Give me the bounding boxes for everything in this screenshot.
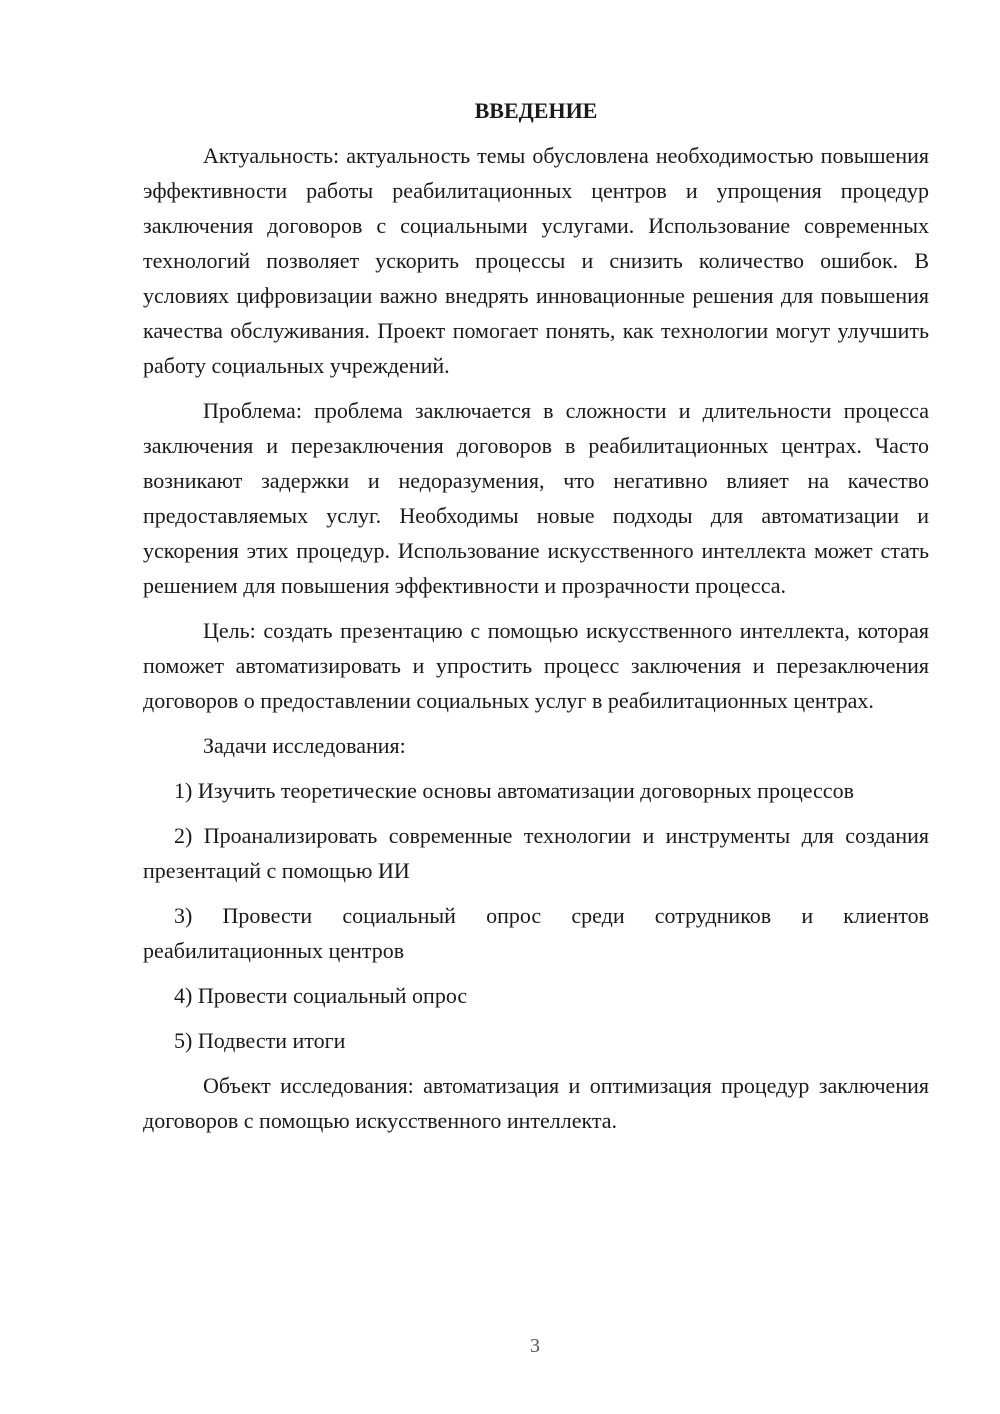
tasks-heading: Задачи исследования:: [203, 733, 406, 758]
task-item-2: 2) Проанализировать современные технологии и инструменты для создания презентаций с помощью ИИ: [143, 823, 929, 883]
task-item-4: 4) Провести социальный опрос: [174, 983, 468, 1008]
goal-paragraph: Цель: создать презентацию с помощью искусственного интеллекта, которая поможет автоматизировать и упростить процесс заключения и перезаключения договоров о предоставлении социальных услуг в реабилитационных центрах.: [143, 618, 929, 713]
object-paragraph: Объект исследования: автоматизация и оптимизация процедур заключения договоров с помощью искусственного интеллекта.: [143, 1073, 929, 1133]
page-content: [143, 96, 929, 1148]
relevance-paragraph: Актуальность: актуальность темы обусловлена необходимостью повышения эффективности работы реабилитационных центров и упрощения процедур заключения договоров с социальными услугами. Использование современных технологий позволяет ускорить процессы и снизить количество ошибок. В условиях цифровизации важно внедрять инновационные решения для повышения качества обслуживания. Проект помогает понять, как технологии могут улучшить работу социальных учреждений.: [143, 143, 929, 378]
task-item-1: 1) Изучить теоретические основы автоматизации договорных процессов: [174, 778, 854, 803]
task-item-3: 3) Провести социальный опрос среди сотрудников и клиентов реабилитационных центров: [143, 903, 929, 963]
page-number: 3: [530, 1335, 540, 1357]
problem-paragraph: Проблема: проблема заключается в сложности и длительности процесса заключения и перезаключения договоров в реабилитационных центрах. Часто возникают задержки и недоразумения, что негативно влияет на качество предоставляемых услуг. Необходимы новые подходы для автоматизации и ускорения этих процедур. Использование искусственного интеллекта может стать решением для повышения эффективности и прозрачности процесса.: [143, 398, 929, 598]
task-item-5: 5) Подвести итоги: [174, 1028, 346, 1053]
section-title: ВВЕДЕНИЕ: [474, 98, 598, 123]
